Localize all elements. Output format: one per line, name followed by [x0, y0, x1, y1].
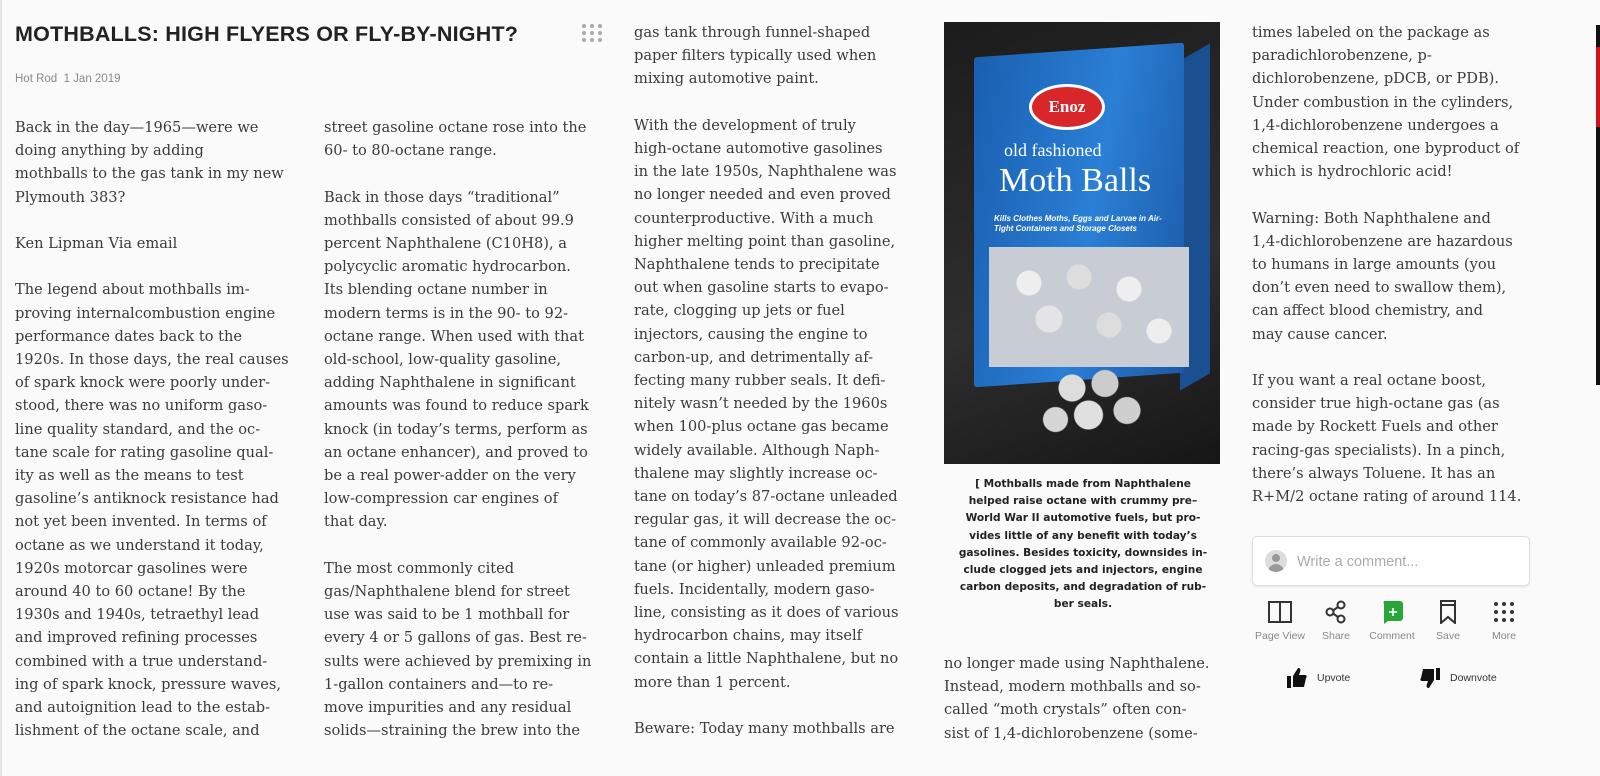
paragraph: [634, 114, 934, 694]
text-line: nitely wasn’t needed by the 1960s: [634, 395, 888, 413]
text-line: injectors, causing the engine to: [634, 325, 868, 343]
text-line: line quality standard, and the oc-: [15, 420, 261, 438]
text-line: modern terms is in the 90- to 92-: [324, 304, 569, 322]
comment-button[interactable]: Comment: [1364, 600, 1420, 642]
paragraph: [324, 116, 624, 162]
text-line: polycyclic aromatic hydrocarbon.: [324, 258, 571, 276]
paragraph: [944, 652, 1244, 745]
photo-caption: [938, 476, 1228, 614]
text-line: Beware: Today many mothballs are: [634, 720, 895, 738]
caption-line: helped raise octane with crummy pre–: [968, 495, 1198, 508]
share-icon: [1325, 600, 1347, 624]
text-line: carbon-up, and detrimentally af-: [634, 348, 874, 366]
text-line: If you want a real octane boost,: [1252, 372, 1487, 390]
text-line: doing anything by adding: [15, 142, 204, 160]
caption-line: vides little of any benefit with today’s: [969, 529, 1197, 542]
text-line: 1920s motorcar gasolines were: [15, 559, 248, 577]
comment-plus-icon: [1380, 600, 1404, 624]
text-line: Instead, modern mothballs and so-: [944, 678, 1201, 696]
text-line: lishment of the octane scale, and: [15, 722, 260, 740]
text-line: Back in the day—1965—were we: [15, 119, 259, 136]
paragraph: [634, 717, 934, 740]
text-line: line, consisting as it does of various: [634, 604, 899, 622]
text-line: tane on today’s 87-octane unleaded: [634, 488, 898, 506]
text-line: don’t even need to swallow them),: [1252, 279, 1507, 297]
text-line: 1-gallon containers and—to re-: [324, 675, 554, 693]
text-line: Warning: Both Naphthalene and: [1252, 209, 1491, 227]
caption-line: ber seals.: [1053, 598, 1113, 611]
paragraph: [324, 557, 624, 743]
caption-line: clude clogged jets and injectors, engine: [963, 564, 1203, 577]
article-date: 1 Jan 2019: [63, 73, 121, 85]
text-line: and improved refining processes: [15, 629, 258, 647]
upvote-button[interactable]: Upvote: [1287, 668, 1350, 688]
text-line: fecting many rubber seals. It defi-: [634, 372, 886, 390]
share-button[interactable]: Share: [1308, 600, 1364, 642]
paragraph: [1252, 207, 1552, 346]
caption-line: carbon deposits, and degradation of rub-: [959, 581, 1207, 594]
text-line: which is hydrochloric acid!: [1252, 163, 1453, 181]
text-line: regular gas, it will decrease the oc-: [634, 511, 897, 529]
text-line: and autoignition lead to the estab-: [15, 699, 271, 717]
text-line: proving internalcombustion engine: [15, 304, 276, 322]
text-line: an octane enhancer), and proved to: [324, 443, 588, 461]
text-line: out when gasoline starts to evapo-: [634, 279, 889, 297]
text-line: times labeled on the package as: [1252, 24, 1490, 41]
paragraph: [1252, 21, 1552, 183]
text-line: higher melting point than gasoline,: [634, 232, 896, 250]
text-line: 1,4-dichlorobenzene are hazardous: [1252, 232, 1513, 250]
text-line: old-school, low-quality gasoline,: [324, 351, 562, 369]
text-line: may cause cancer.: [1252, 325, 1388, 343]
text-line: can affect blood chemistry, and: [1252, 302, 1483, 320]
caption-line: [ Mothballs made from Naphthalene: [975, 478, 1191, 490]
text-line: octane as we understand it today,: [15, 536, 264, 554]
text-line: no longer needed and even proved: [634, 186, 891, 204]
more-grid-icon: [1493, 600, 1515, 624]
paragraph: [1252, 369, 1552, 508]
text-line: no longer made using Naphthalene.: [944, 655, 1210, 672]
article-title: MOTHBALLS: HIGH FLYERS OR FLY-BY-NIGHT?: [15, 22, 519, 46]
text-line: The most commonly cited: [324, 559, 515, 577]
text-line: solids—straining the brew into the: [324, 722, 581, 740]
paragraph: [15, 232, 315, 255]
text-line: contain a little Naphthalene, but no: [634, 650, 899, 668]
text-line: street gasoline octane rose into the: [324, 119, 587, 136]
text-line: sults were achieved by premixing in: [324, 652, 592, 670]
paragraph: [324, 186, 624, 534]
text-line: called “moth crystals” often con-: [944, 701, 1187, 719]
save-button[interactable]: Save: [1420, 600, 1476, 642]
book-open-icon: [1267, 600, 1293, 624]
text-line: amounts was found to reduce spark: [324, 397, 589, 415]
article-meta: [15, 73, 121, 85]
text-line: more than 1 percent.: [634, 673, 791, 691]
text-line: fuels. Incidentally, modern gaso-: [634, 580, 875, 598]
text-line: there’s always Toluene. It has an: [1252, 464, 1496, 482]
text-line: chemical reaction, one byproduct of: [1252, 140, 1520, 158]
avatar: [1265, 550, 1287, 572]
text-line: that day.: [324, 513, 388, 531]
text-line: 60- to 80-octane range.: [324, 142, 497, 160]
text-line: Under combustion in the cylinders,: [1252, 93, 1514, 111]
text-line: in the late 1950s, Naphthalene was: [634, 163, 897, 181]
mothballs-in-box: [989, 247, 1189, 367]
text-line: when 100-plus octane gas became: [634, 418, 889, 436]
text-line: every 4 or 5 gallons of gas. Best re-: [324, 629, 587, 647]
text-column-1: [15, 116, 315, 766]
text-line: Its blending octane number in: [324, 281, 548, 299]
text-line: consider true high-octane gas (as: [1252, 395, 1500, 413]
text-line: stood, there was no uniform gaso-: [15, 397, 268, 415]
text-column-2: [324, 116, 624, 766]
article-source: Hot Rod: [15, 73, 58, 85]
text-line: not yet been invented. In terms of: [15, 513, 267, 531]
caption-line: World War II automotive fuels, but pro-: [965, 512, 1201, 525]
text-line: 1930s and 1940s, tetraethyl lead: [15, 606, 260, 624]
more-button[interactable]: More: [1476, 600, 1532, 642]
comment-box[interactable]: [1252, 536, 1530, 586]
text-line: made by Rockett Fuels and other: [1252, 418, 1498, 436]
text-line: rate, clogging up jets or fuel: [634, 302, 845, 320]
page-view-button[interactable]: Page View: [1252, 600, 1308, 642]
brand-logo: Enoz: [1029, 84, 1105, 130]
text-line: thalene may slightly increase oc-: [634, 464, 878, 482]
text-line: low-compression car engines of: [324, 490, 558, 508]
text-line: octane range. When used with that: [324, 327, 585, 345]
text-line: 1,4-dichlorobenzene undergoes a: [1252, 116, 1499, 134]
text-line: mothballs consisted of about 99.9: [324, 211, 574, 229]
text-line: gasoline’s antiknock resistance had: [15, 490, 279, 508]
text-line: racing-gas specialists). In a pinch,: [1252, 441, 1506, 459]
text-line: With the development of truly: [634, 116, 856, 134]
page-edge: [0, 0, 2, 776]
text-line: around 40 to 60 octane! By the: [15, 583, 246, 601]
text-column-4: [944, 652, 1244, 768]
text-line: Plymouth 383?: [15, 188, 126, 206]
text-line: widely available. Although Naph-: [634, 441, 880, 459]
paragraph: [634, 21, 934, 91]
next-page-preview[interactable]: [1596, 25, 1600, 385]
text-line: paper filters typically used when: [634, 47, 877, 65]
caption-line: gasolines. Besides toxicity, downsides in-: [958, 546, 1208, 559]
text-line: paradichlorobenzene, p-: [1252, 47, 1432, 65]
text-line: combined with a true understand-: [15, 652, 268, 670]
text-line: of spark knock were poorly under-: [15, 374, 271, 392]
text-line: high-octane automotive gasolines: [634, 140, 883, 157]
text-line: The legend about mothballs im-: [15, 281, 250, 299]
text-column-3: [634, 21, 934, 763]
text-line: Ken Lipman Via email: [15, 235, 178, 252]
text-line: gas tank through funnel-shaped: [634, 24, 871, 41]
drag-handle-icon[interactable]: [582, 24, 604, 42]
text-line: tane of commonly available 92-oc-: [634, 534, 887, 552]
thumbs-down-icon: [1420, 668, 1440, 688]
text-line: ing of spark knock, pressure waves,: [15, 675, 281, 693]
text-column-5: [1252, 21, 1552, 531]
mothball-pile: [1039, 352, 1149, 442]
text-line: Naphthalene tends to precipitate: [634, 256, 880, 274]
paragraph: [15, 116, 315, 209]
text-line: R+M/2 octane rating of around 114.: [1252, 488, 1522, 506]
text-line: move impurities and any residual: [324, 699, 572, 717]
text-line: hydrocarbon chains, may itself: [634, 627, 863, 645]
text-line: Back in those days “traditional”: [324, 188, 560, 206]
text-line: to humans in large amounts (you: [1252, 256, 1497, 274]
text-line: ity as well as the means to test: [15, 467, 244, 485]
text-line: mixing automotive paint.: [634, 70, 819, 88]
paragraph: [15, 278, 315, 742]
text-line: gas/Naphthalene blend for street: [324, 583, 570, 601]
text-line: performance dates back to the: [15, 327, 243, 345]
thumbs-up-icon: [1287, 668, 1307, 688]
text-line: tane scale for rating gasoline qual-: [15, 443, 274, 461]
downvote-button[interactable]: Downvote: [1420, 668, 1497, 688]
text-line: adding Naphthalene in significant: [324, 374, 576, 392]
mothballs-photo[interactable]: Enoz old fashioned Moth Balls Kills Clothes Moths, Eggs and Larvae in Air-Tight Containers and Storage Closets: [944, 22, 1220, 464]
text-line: sist of 1,4-dichlorobenzene (some-: [944, 724, 1198, 742]
text-line: counterproductive. With a much: [634, 209, 874, 227]
text-line: use was said to be 1 mothball for: [324, 606, 570, 624]
comment-input[interactable]: [1295, 549, 1519, 575]
text-line: mothballs to the gas tank in my new: [15, 165, 284, 183]
text-line: be a real power-adder on the very: [324, 467, 576, 485]
text-line: tane (or higher) unleaded premium: [634, 557, 896, 575]
text-line: percent Naphthalene (C10H8), a: [324, 235, 567, 252]
text-line: 1920s. In those days, the real causes: [15, 351, 289, 368]
bookmark-icon: [1439, 600, 1457, 624]
action-bar: [1252, 600, 1532, 642]
text-line: dichlorobenzene, pDCB, or PDB).: [1252, 70, 1500, 88]
text-line: knock (in today’s terms, perform as: [324, 420, 588, 438]
